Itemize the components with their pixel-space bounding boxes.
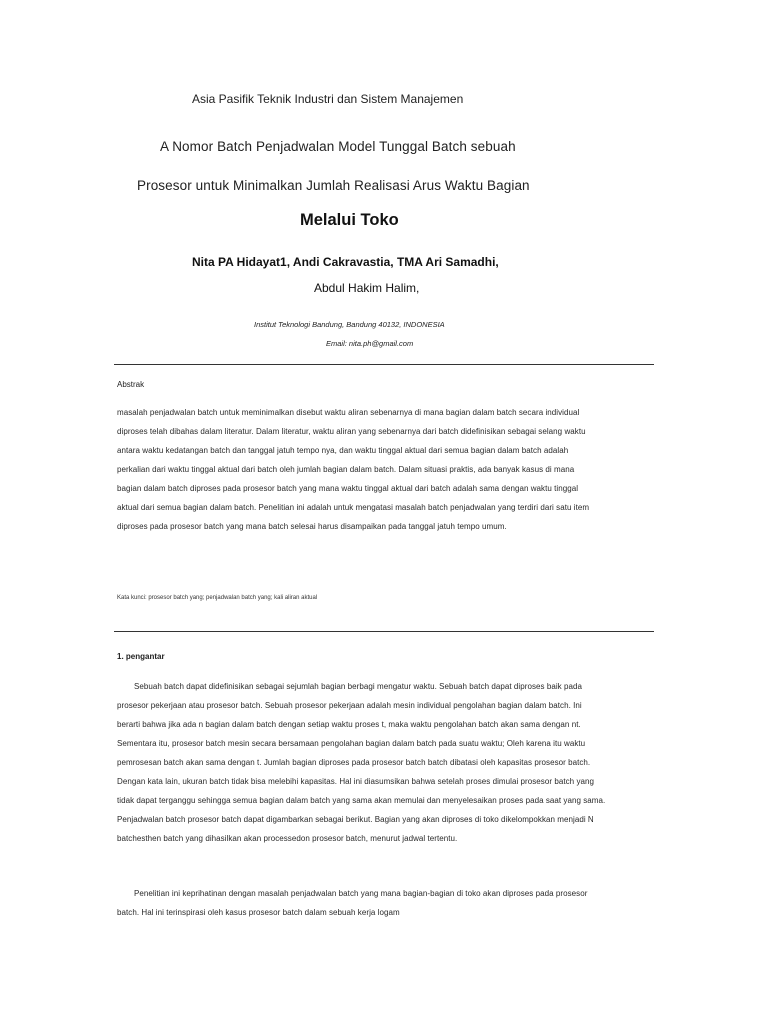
- intro-line: prosesor pekerjaan atau prosesor batch. Sebuah prosesor pekerjaan adalah mesin individual pengolahan bagian dalam batch. Ini: [117, 701, 582, 710]
- intro-line: Sebuah batch dapat didefinisikan sebagai sejumlah bagian berbagi mengatur waktu. Sebuah batch dapat diproses baik pada: [134, 682, 582, 691]
- abstract-line: masalah penjadwalan batch untuk meminimalkan disebut waktu aliran sebenarnya di mana bagian dalam batch secara individual: [117, 408, 580, 417]
- intro-line: berarti bahwa jika ada n bagian dalam batch dengan setiap waktu proses t, maka waktu pengolahan batch akan sama dengan nt.: [117, 720, 581, 729]
- intro-line: tidak dapat terganggu sehingga semua bagian dalam batch yang sama akan memulai dan menyelesaikan proses pada saat yang sama.: [117, 796, 606, 805]
- abstract-body: [117, 403, 657, 536]
- abstract-line: aktual dari semua bagian dalam batch. Penelitian ini adalah untuk mengatasi masalah batch penjadwalan yang terdiri dari satu item: [117, 503, 590, 512]
- intro-paragraph-2: [117, 884, 657, 922]
- intro-line: Penelitian ini keprihatinan dengan masalah penjadwalan batch yang mana bagian-bagian di toko akan diproses pada prosesor: [134, 889, 588, 898]
- paper-title-line-2: Prosesor untuk Minimalkan Jumlah Realisasi Arus Waktu Bagian: [137, 178, 530, 193]
- authors-line-2: Abdul Hakim Halim,: [314, 281, 420, 295]
- intro-line: Dengan kata lain, ukuran batch tidak bisa melebihi kapasitas. Hal ini diasumsikan bahwa setelah proses dimulai prosesor batch yang: [117, 777, 594, 786]
- intro-line: batchesthen batch yang dihasilkan akan processedon prosesor batch, menurut jadwal tertentu.: [117, 834, 458, 843]
- keywords: Kata kunci: prosesor batch yang; penjadwalan batch yang; kali aliran aktual: [117, 595, 318, 601]
- abstract-heading: Abstrak: [117, 380, 145, 389]
- authors-line-1: Nita PA Hidayat1, Andi Cakravastia, TMA Ari Samadhi,: [192, 255, 499, 269]
- abstract-line: diproses telah dibahas dalam literatur. Dalam literatur, waktu aliran yang sebenarnya dari batch didefinisikan sebagai selang waktu: [117, 427, 586, 436]
- paper-title-line-3: Melalui Toko: [300, 211, 399, 229]
- affiliation: Institut Teknologi Bandung, Bandung 40132, INDONESIA: [254, 320, 445, 329]
- abstract-line: perkalian dari waktu tinggal aktual dari batch oleh jumlah bagian dalam batch. Dalam situasi praktis, ada banyak kasus di mana: [117, 465, 575, 474]
- section-heading-introduction: 1. pengantar: [117, 652, 165, 661]
- intro-line: pemrosesan batch akan sama dengan t. Jumlah bagian diproses pada prosesor batch batch dibatasi oleh kapasitas prosesor batch.: [117, 758, 591, 767]
- abstract-line: diproses pada prosesor batch yang mana batch selesai harus disampaikan pada tanggal jatuh tempo umum.: [117, 522, 507, 531]
- intro-paragraph-1: [117, 677, 657, 848]
- paper-title-line-1: A Nomor Batch Penjadwalan Model Tunggal Batch sebuah: [160, 139, 516, 154]
- abstract-bottom-divider: [114, 631, 654, 632]
- abstract-line: bagian dalam batch diproses pada prosesor batch yang mana waktu tinggal aktual dari batch adalah sama dengan waktu tinggal: [117, 484, 579, 493]
- author-email: Email: nita.ph@gmail.com: [326, 339, 414, 348]
- abstract-line: antara waktu kedatangan batch dan tanggal jatuh tempo nya, dan waktu tinggal aktual dari semua bagian dalam batch adalah: [117, 446, 569, 455]
- journal-name: Asia Pasifik Teknik Industri dan Sistem Manajemen: [192, 92, 464, 106]
- intro-line: Sementara itu, prosesor batch mesin secara bersamaan pengolahan bagian dalam batch pada suatu waktu; Oleh karena itu waktu: [117, 739, 586, 748]
- abstract-top-divider: [114, 364, 654, 365]
- intro-line: batch. Hal ini terinspirasi oleh kasus prosesor batch dalam sebuah kerja logam: [117, 908, 400, 917]
- intro-line: Penjadwalan batch prosesor batch dapat digambarkan sebagai berikut. Bagian yang akan diproses di toko dikelompokkan menjadi N: [117, 815, 594, 824]
